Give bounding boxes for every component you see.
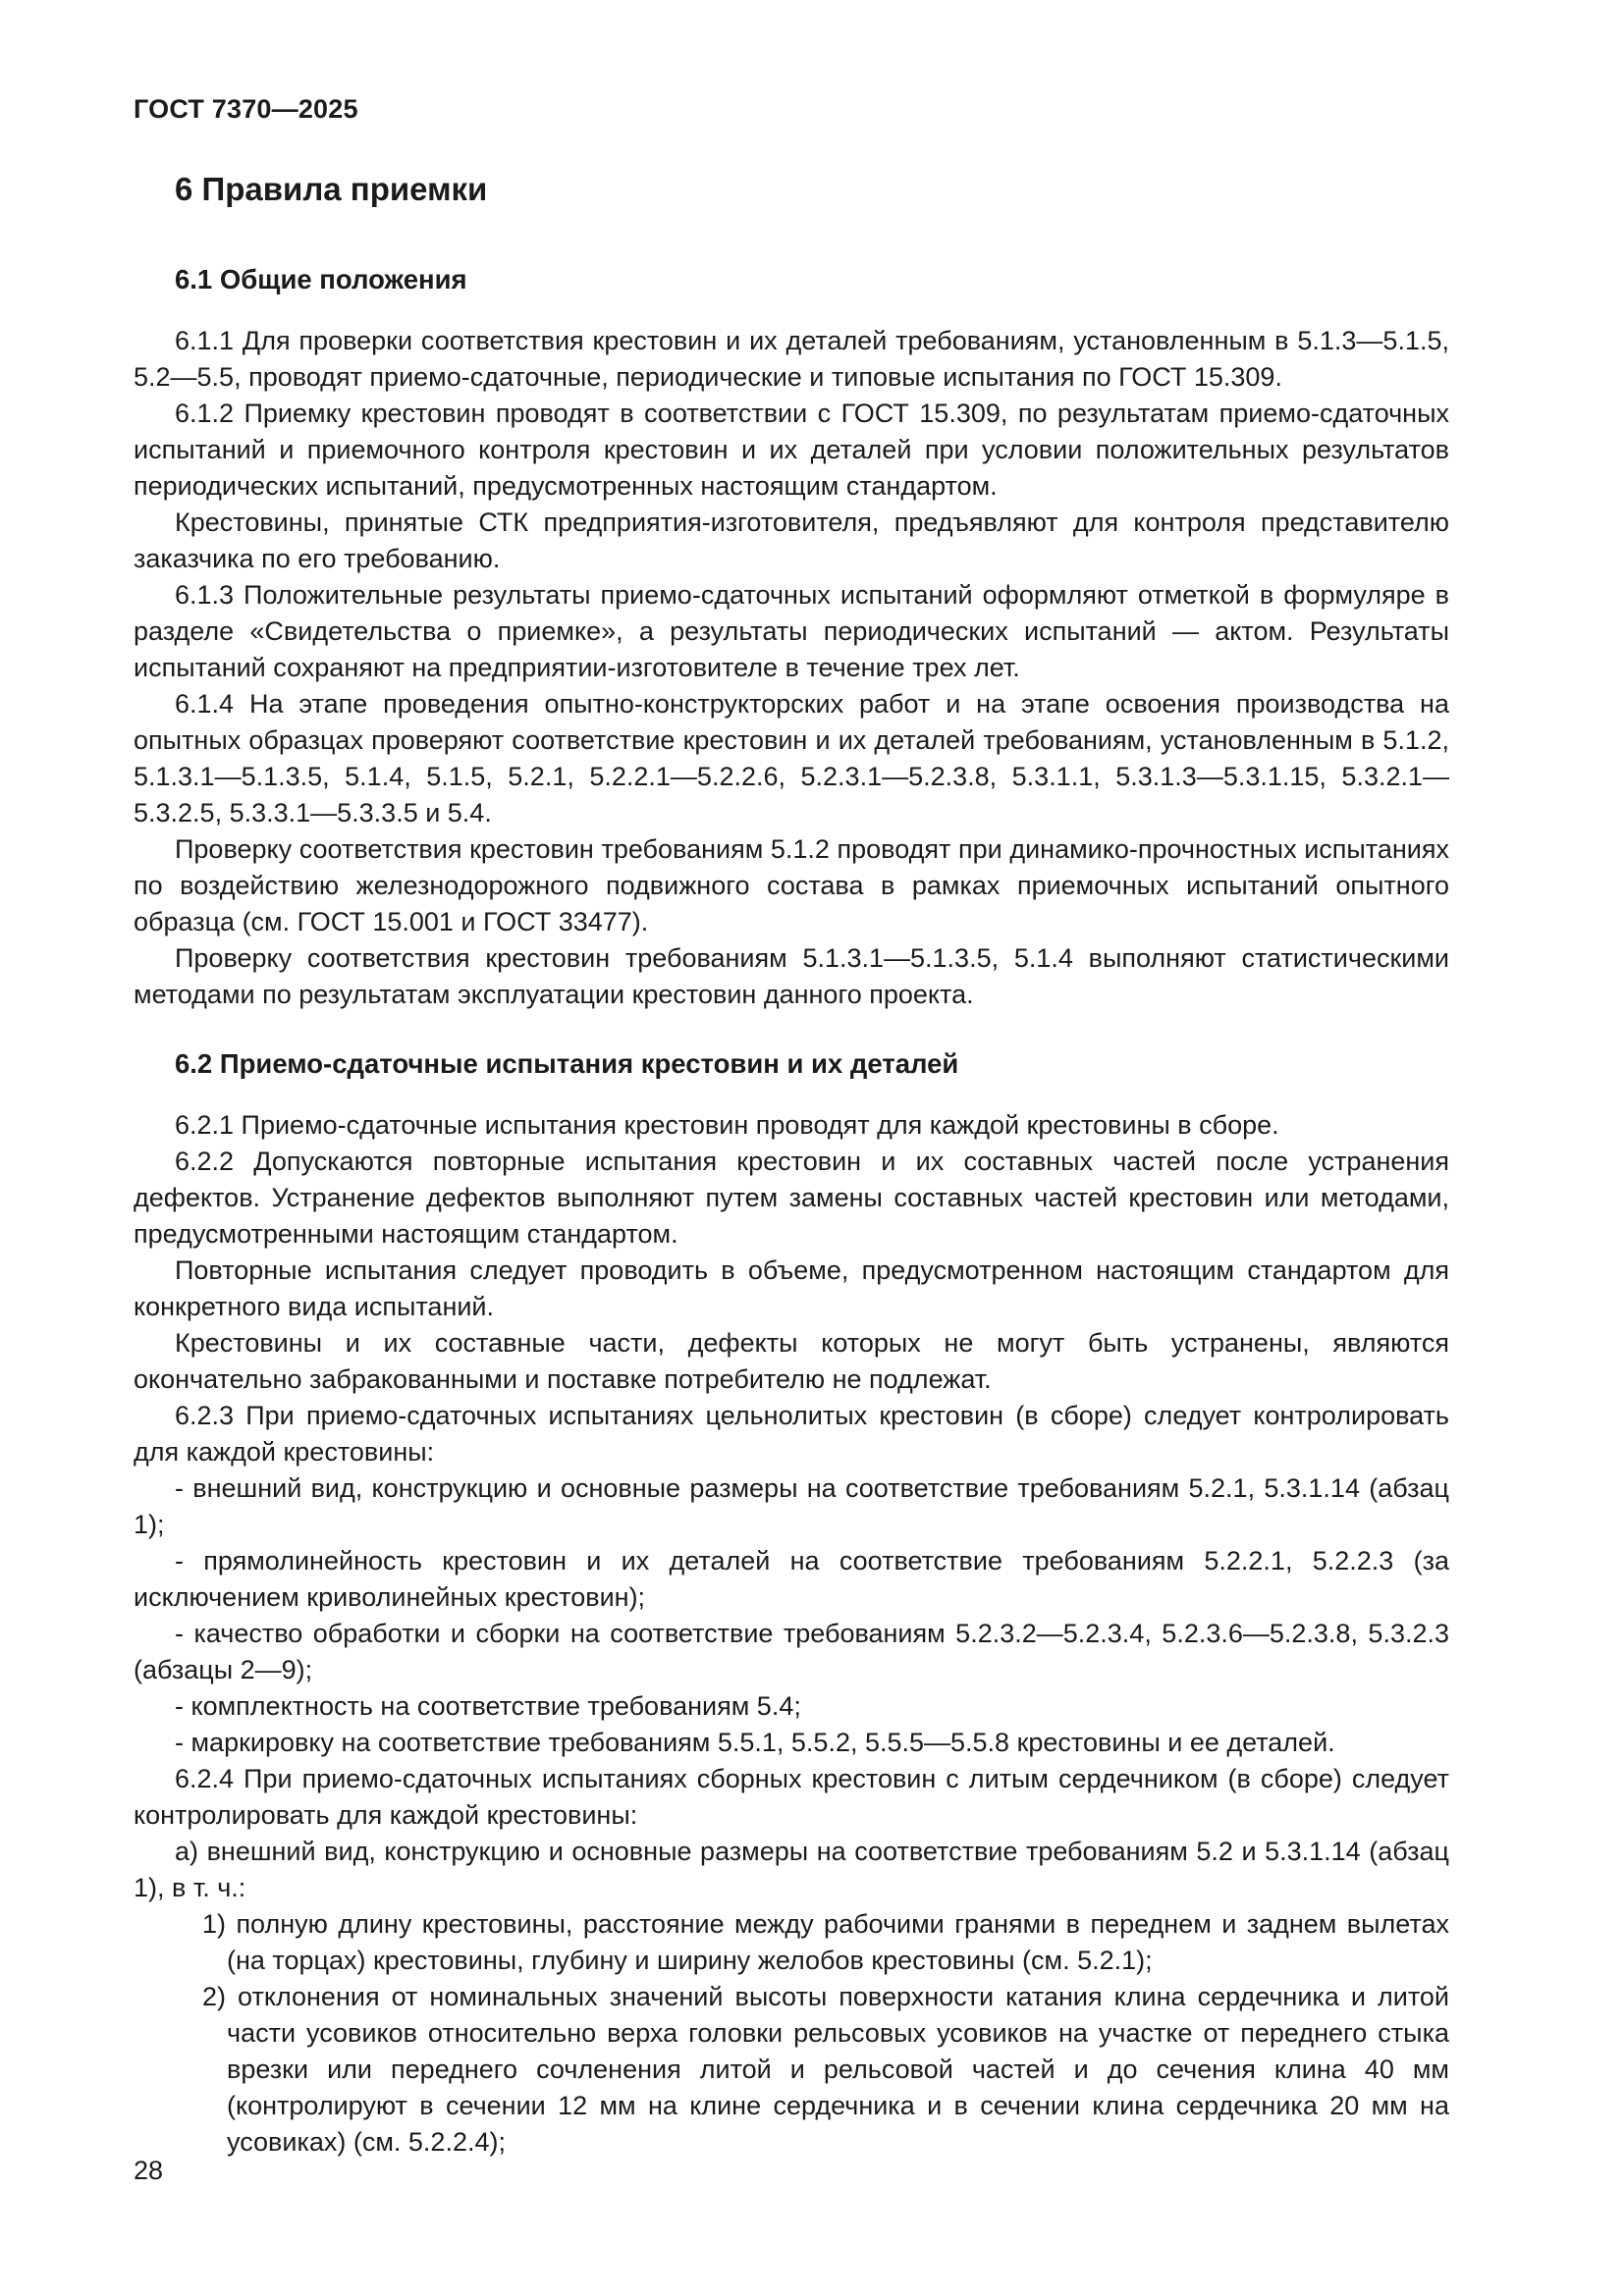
paragraph: 6.2.1 Приемо-сдаточные испытания крестовин проводят для каждой крестовины в сборе. [175, 1110, 1279, 1140]
paragraph: 6.1.4 На этапе проведения опытно-конструкторских работ и на этапе освоения производства на опытных образцах проверяют соответствие крестовин и их деталей требованиям, установленным в 5.1.2, 5.1.3.1—5.1.3.5, 5.1.4, 5.1.5, 5.2.1, 5.2.2.1—5.2.2.6, 5.2.3.1—5.2.3.8, 5.3.1.1, 5.3.1.3—5.3.1.15, 5.3.2.1—5.3.2.5, 5.3.3.1—5.3.3.5 и 5.4. [134, 689, 1449, 828]
paragraph: 6.1.3 Положительные результаты приемо-сдаточных испытаний оформляют отметкой в формуляре в разделе «Свидетельства о приемке», а результаты периодических испытаний — актом. Результаты испытаний сохраняют на предприятии-изготовителе в течение трех лет. [134, 580, 1449, 682]
paragraph: - маркировку на соответствие требованиям 5.5.1, 5.5.2, 5.5.5—5.5.8 крестовины и ее деталей. [175, 1728, 1335, 1757]
paragraph: Крестовины и их составные части, дефекты которых не могут быть устранены, являются окончательно забракованными и поставке потребителю не подлежат. [134, 1328, 1449, 1394]
document-header: ГОСТ 7370—2025 [134, 94, 358, 124]
paragraph: 1) полную длину крестовины, расстояние между рабочими гранями в переднем и заднем вылетах (на торцах) крестовины, глубину и ширину желобов крестовины (см. 5.2.1); [202, 1909, 1449, 1975]
paragraph: Проверку соответствия крестовин требованиям 5.1.2 проводят при динамико-прочностных испытаниях по воздействию железнодорожного подвижного состава в рамках приемочных испытаний опытного образца (см. ГОСТ 15.001 и ГОСТ 33477). [134, 834, 1449, 936]
paragraph: 6.1.2 Приемку крестовин проводят в соответствии с ГОСТ 15.309, по результатам приемо-сдаточных испытаний и приемочного контроля крестовин и их деталей при условии положительных результатов периодических испытаний, предусмотренных настоящим стандартом. [134, 399, 1449, 501]
paragraph: - комплектность на соответствие требованиям 5.4; [175, 1691, 801, 1721]
document-content [134, 170, 1449, 2161]
paragraph: - прямолинейность крестовин и их деталей на соответствие требованиям 5.2.2.1, 5.2.2.3 (за исключением криволинейных крестовин); [134, 1546, 1449, 1612]
subsection-heading: 6.1 Общие положения [175, 264, 467, 294]
paragraph: 6.2.4 При приемо-сдаточных испытаниях сборных крестовин с литым сердечником (в сборе) следует контролировать для каждой крестовины: [134, 1764, 1449, 1830]
paragraph: 6.1.1 Для проверки соответствия крестовин и их деталей требованиям, установленным в 5.1.3—5.1.5, 5.2—5.5, проводят приемо-сдаточные, периодические и типовые испытания по ГОСТ 15.309. [134, 326, 1449, 392]
section-heading: 6 Правила приемки [175, 171, 488, 207]
paragraph: а) внешний вид, конструкцию и основные размеры на соответствие требованиям 5.2 и 5.3.1.14 (абзац 1), в т. ч.: [134, 1837, 1449, 1902]
paragraph: Крестовины, принятые СТК предприятия-изготовителя, предъявляют для контроля представителю заказчика по его требованию. [134, 507, 1449, 573]
page-number: 28 [134, 2156, 164, 2185]
paragraph: 6.2.2 Допускаются повторные испытания крестовин и их составных частей после устранения дефектов. Устранение дефектов выполняют путем замены составных частей крестовин или методами, предусмотренными настоящим стандартом. [134, 1147, 1449, 1249]
paragraph: Проверку соответствия крестовин требованиям 5.1.3.1—5.1.3.5, 5.1.4 выполняют статистическими методами по результатам эксплуатации крестовин данного проекта. [134, 943, 1449, 1009]
paragraph: - качество обработки и сборки на соответствие требованиям 5.2.3.2—5.2.3.4, 5.2.3.6—5.2.3.8, 5.3.2.3 (абзацы 2—9); [134, 1619, 1449, 1684]
paragraph: - внешний вид, конструкцию и основные размеры на соответствие требованиям 5.2.1, 5.3.1.14 (абзац 1); [134, 1473, 1449, 1539]
paragraph: 6.2.3 При приемо-сдаточных испытаниях цельнолитых крестовин (в сборе) следует контролировать для каждой крестовины: [134, 1401, 1449, 1467]
paragraph: 2) отклонения от номинальных значений высоты поверхности катания клина сердечника и литой части усовиков относительно верха головки рельсовых усовиков на участке от переднего стыка врезки или переднего сочленения литой и рельсовой частей и до сечения клина 40 мм (контролируют в сечении 12 мм на клине сердечника и в сечении клина сердечника 20 мм на усовиках) (см. 5.2.2.4); [202, 1982, 1449, 2157]
paragraph: Повторные испытания следует проводить в объеме, предусмотренном настоящим стандартом для конкретного вида испытаний. [134, 1255, 1449, 1321]
subsection-heading: 6.2 Приемо-сдаточные испытания крестовин и их деталей [175, 1048, 959, 1079]
